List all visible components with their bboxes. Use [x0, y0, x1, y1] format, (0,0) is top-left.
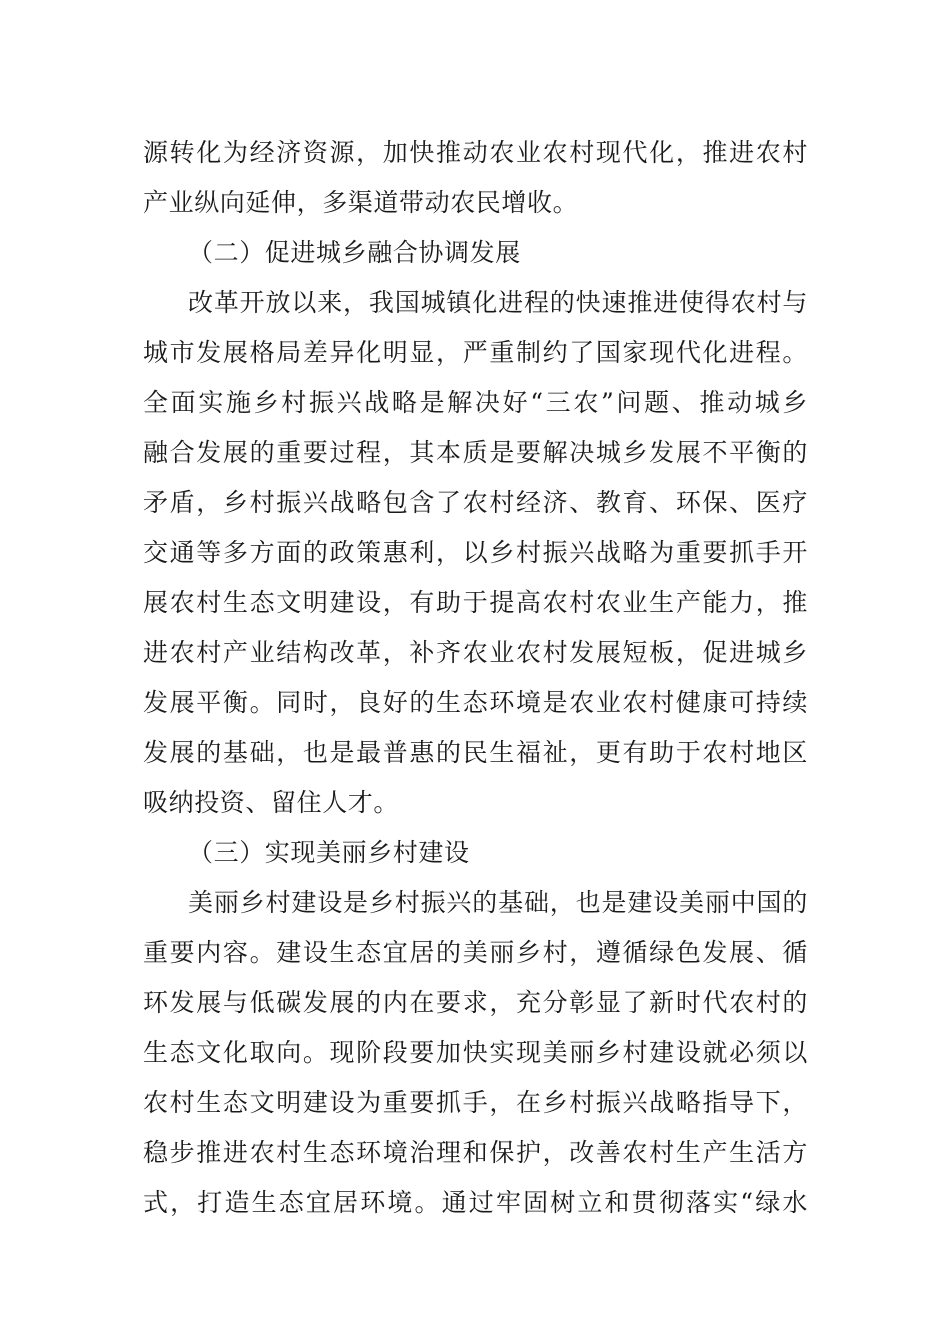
paragraph-line: 稳步推进农村生态环境治理和保护，改善农村生产生活方 — [143, 1138, 808, 1167]
paragraph-line: 改革开放以来，我国城镇化进程的快速推进使得农村与 — [188, 288, 808, 317]
paragraph-line: 全面实施乡村振兴战略是解决好“三农”问题、推动城乡 — [143, 388, 808, 417]
section-heading-2: （二）促进城乡融合协调发展 — [188, 238, 521, 267]
paragraph-line: 矛盾，乡村振兴战略包含了农村经济、教育、环保、医疗 — [143, 488, 808, 517]
paragraph-line: 源转化为经济资源，加快推动农业农村现代化，推进农村 — [143, 138, 808, 167]
paragraph-line: 农村生态文明建设为重要抓手，在乡村振兴战略指导下， — [143, 1088, 808, 1117]
paragraph-line: 发展平衡。同时，良好的生态环境是农业农村健康可持续 — [143, 688, 808, 717]
paragraph-line: 生态文化取向。现阶段要加快实现美丽乡村建设就必须以 — [143, 1038, 808, 1067]
paragraph-line: 产业纵向延伸，多渠道带动农民增收。 — [143, 188, 579, 217]
paragraph-line: 交通等多方面的政策惠利，以乡村振兴战略为重要抓手开 — [143, 538, 808, 567]
paragraph-line: 发展的基础，也是最普惠的民生福祉，更有助于农村地区 — [143, 738, 808, 767]
paragraph-line: 吸纳投资、留住人才。 — [143, 788, 400, 817]
paragraph-line: 融合发展的重要过程，其本质是要解决城乡发展不平衡的 — [143, 438, 808, 467]
paragraph-line: 城市发展格局差异化明显，严重制约了国家现代化进程。 — [143, 338, 808, 367]
document-body — [143, 128, 808, 1228]
paragraph-line: 重要内容。建设生态宜居的美丽乡村，遵循绿色发展、循 — [143, 938, 808, 967]
paragraph-line: 环发展与低碳发展的内在要求，充分彰显了新时代农村的 — [143, 988, 808, 1017]
paragraph-line: 展农村生态文明建设，有助于提高农村农业生产能力，推 — [143, 588, 808, 617]
paragraph-line: 美丽乡村建设是乡村振兴的基础，也是建设美丽中国的 — [188, 888, 808, 917]
paragraph-line: 式，打造生态宜居环境。通过牢固树立和贯彻落实“绿水 — [143, 1188, 808, 1217]
section-heading-3: （三）实现美丽乡村建设 — [188, 838, 470, 867]
paragraph-line: 进农村产业结构改革，补齐农业农村发展短板，促进城乡 — [143, 638, 808, 667]
